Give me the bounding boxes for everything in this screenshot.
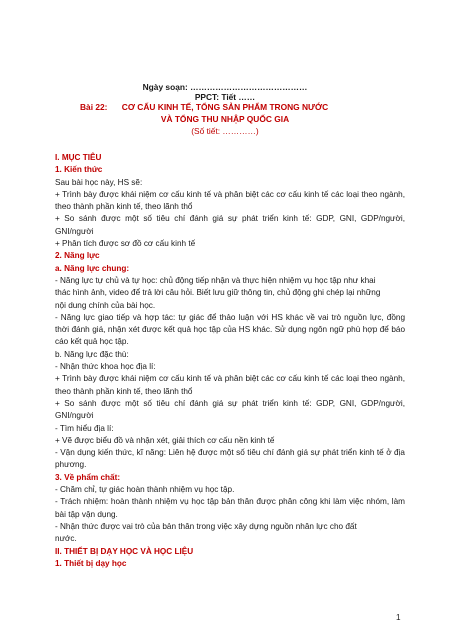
document-body bbox=[55, 152, 405, 570]
body-line: + Trình bày được khái niệm cơ cấu kinh tế và phân biệt các cơ cấu kinh tế các loại theo ngành, bbox=[55, 374, 405, 384]
lesson-title-line1: CƠ CẤU KINH TẾ, TỔNG SẢN PHẨM TRONG NƯỚC bbox=[121, 102, 329, 112]
body-line: + So sánh được một số tiêu chí đánh giá sự phát triển kinh tế: GDP, GNI, GDP/người, bbox=[55, 398, 405, 408]
body-line: + So sánh được một số tiêu chí đánh giá sự phát triển kinh tế: GDP, GNI, GDP/người, bbox=[55, 214, 405, 224]
body-line: II. THIẾT BỊ DẠY HỌC VÀ HỌC LIỆU bbox=[55, 546, 194, 556]
body-line: + Vẽ được biểu đồ và nhận xét, giải thích cơ cấu nền kinh tế bbox=[55, 435, 275, 445]
lesson-number: Bài 22: bbox=[80, 102, 108, 112]
body-line: - Trách nhiệm: hoàn thành nhiệm vụ học tập bản thân được phân công khi làm việc nhóm, làm bbox=[55, 497, 405, 507]
body-line: theo thành phần kinh tế, theo lãnh thổ bbox=[55, 202, 193, 212]
body-line: theo thành phần kinh tế, theo lãnh thổ bbox=[55, 386, 193, 396]
body-line: nước. bbox=[55, 534, 77, 544]
body-line: + Phân tích được sơ đồ cơ cấu kinh tế bbox=[55, 239, 196, 249]
body-line: I. MỤC TIÊU bbox=[55, 153, 102, 162]
body-line: GNI/người bbox=[55, 411, 94, 421]
lesson-title-line2: VÀ TỔNG THU NHẬP QUỐC GIA bbox=[160, 114, 290, 124]
body-line: - Năng lực giao tiếp và hợp tác: tự giác để thảo luận với HS khác về vai trò nguồn lực, đồng bbox=[55, 312, 405, 322]
body-line: - Tìm hiểu địa lí: bbox=[55, 423, 114, 433]
body-line: - Nhận thức được vai trò của bản thân trong việc xây dựng nguồn nhân lực cho đất bbox=[55, 521, 357, 531]
body-line: - Nhận thức khoa học địa lí: bbox=[55, 362, 156, 372]
body-line: - Chăm chỉ, tự giác hoàn thành nhiệm vụ học tập. bbox=[55, 485, 235, 495]
body-line: 1. Thiết bị dạy học bbox=[55, 558, 127, 568]
body-line: nội dung chính của bài học. bbox=[55, 300, 156, 310]
ngay-soan: Ngày soạn: …………………………………… bbox=[142, 82, 308, 92]
ppct: PPCT: Tiết …… bbox=[194, 92, 256, 102]
body-line: - Vận dụng kiến thức, kĩ năng: Liên hệ được một số tiêu chí đánh giá sự phát triển kinh tế ở địa bbox=[55, 448, 405, 458]
body-line: 1. Kiến thức bbox=[55, 165, 103, 175]
body-line: 2. Năng lực bbox=[55, 251, 100, 261]
body-line: + Trình bày được khái niệm cơ cấu kinh tế và phân biệt các cơ cấu kinh tế các loại theo ngành, bbox=[55, 189, 405, 199]
lesson-period-count: (Số tiết: …………) bbox=[191, 126, 259, 136]
body-line: cáo kết quả học tập. bbox=[55, 337, 129, 347]
body-line: thác hình ảnh, video để trả lời câu hỏi. Biết lưu giữ thông tin, chủ động ghi chép lại những bbox=[55, 288, 381, 298]
body-line: - Năng lực tự chủ và tự học: chủ động tiếp nhận và thực hiện nhiệm vụ học tập như khai bbox=[55, 275, 376, 285]
body-line: 3. Về phẩm chất: bbox=[55, 472, 121, 482]
body-line: b. Năng lực đặc thù: bbox=[55, 349, 129, 359]
body-line: thời đánh giá, nhận xét được kết quả học tập của HS khác. Sử dụng ngôn ngữ phù hợp để báo bbox=[55, 325, 405, 335]
page-number: 1 bbox=[396, 613, 401, 622]
body-line: Sau bài học này, HS sẽ: bbox=[55, 177, 143, 187]
body-line: bài tập vận dụng. bbox=[55, 509, 118, 519]
body-line: GNI/người bbox=[55, 226, 94, 236]
body-line: a. Năng lực chung: bbox=[55, 263, 130, 273]
body-line: phương. bbox=[55, 460, 87, 470]
